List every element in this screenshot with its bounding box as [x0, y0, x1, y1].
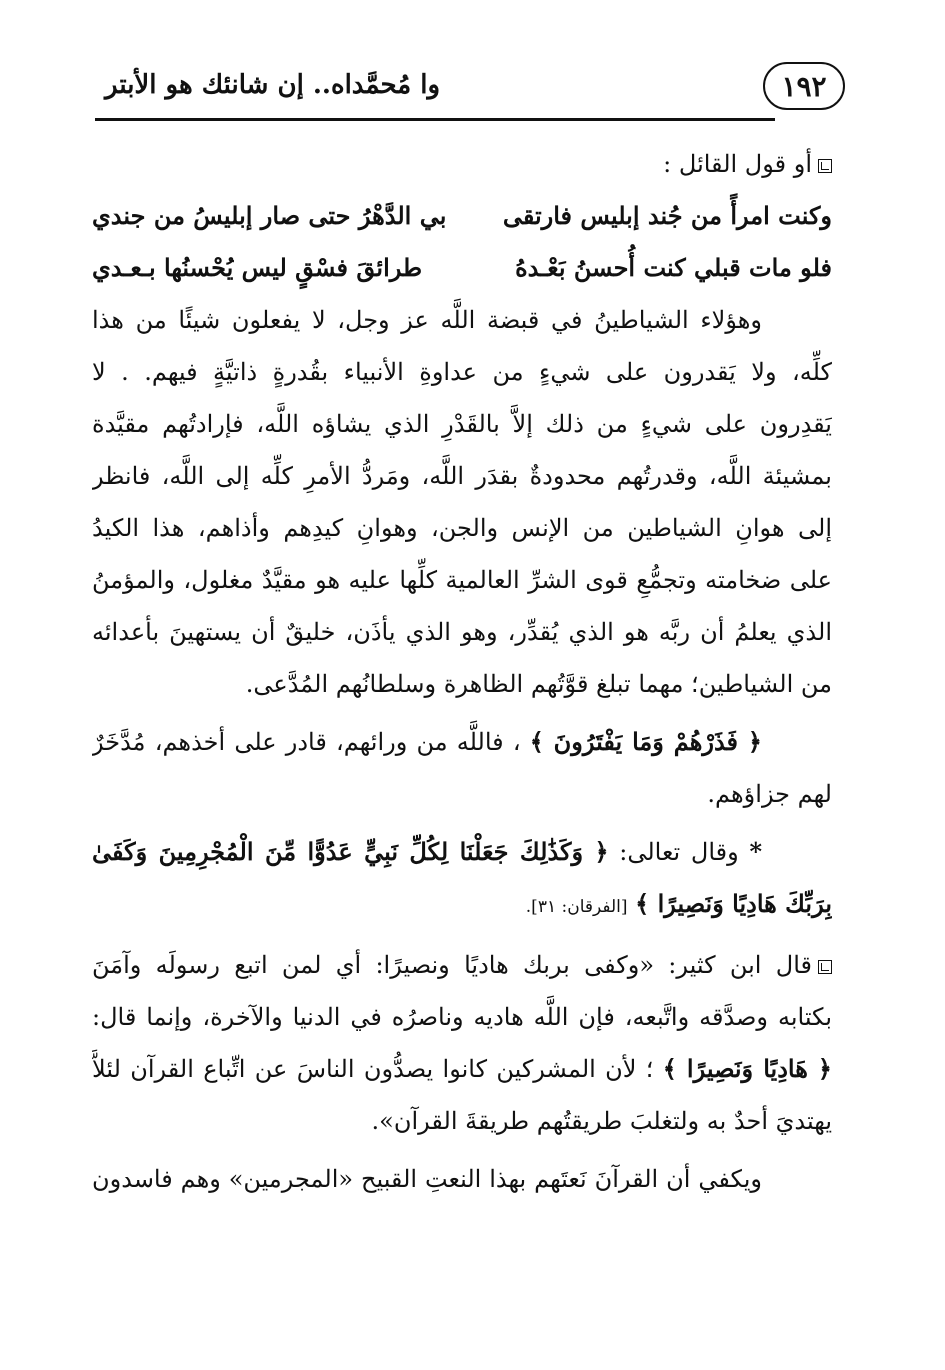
poem-verse-1-first-hemistich: وكنت امرأً من جُند إبليس فارتقى: [502, 201, 832, 230]
page-body: [92, 138, 832, 1205]
running-title: وا مُحمَّداه.. إن شانئك هو الأبتر: [105, 70, 441, 100]
paragraph-5: [92, 1153, 832, 1205]
paragraph-3-lead: وقال تعالى:: [619, 838, 739, 866]
quran-verse: ﴿ هَادِيًا وَنَصِيرًا ﴾: [662, 1054, 832, 1083]
bullet-box-icon: [818, 960, 832, 974]
poem-verse-1: [92, 190, 832, 242]
paragraph-4-line-3: [92, 1043, 832, 1095]
paragraph-5-line-1: ويكفي أن القرآنَ نَعتَهم بهذا النعتِ القبيح «المجرمين» وهم فاسدون: [92, 1165, 762, 1193]
quran-verse: ﴿ وَكَذَٰلِكَ جَعَلْنَا لِكُلِّ نَبِيٍّ عَدُوًّا مِّنَ الْمُجْرِمِينَ وَكَفَىٰ: [92, 837, 609, 866]
paragraph-4-line-1: [92, 939, 832, 991]
paragraph-1-line: بمشيئة اللَّه، وقدرتُهم محدودةٌ بقدَر اللَّه، ومَردُّ الأمرِ كلِّه إلى اللَّه، فانظر: [92, 462, 832, 490]
paragraph-3-line-1: [92, 826, 832, 878]
paragraph-3: [92, 826, 832, 933]
paragraph-4-line-2: بكتابه وصدَّقه واتَّبعه، فإن اللَّه هاديه وناصرُه في الدنيا والآخرة، وإنما قال:: [92, 1003, 832, 1031]
quran-citation: [الفرقان: ٣١].: [525, 897, 628, 917]
page-number-badge: [763, 62, 845, 110]
paragraph-1-line: إلى هوانِ الشياطين من الإنس والجن، وهوانِ كيدِهم وأذاهم، هذا الكيدُ: [92, 514, 832, 542]
paragraph-1-line: الذي يعلمُ أن ربَّه هو الذي يُقدِّر، وهو الذي يأذَن، خليقٌ أن يستهينَ بأعدائه: [92, 618, 832, 646]
paragraph-1-line: وهؤلاء الشياطينُ في قبضة اللَّه عز وجل، لا يفعلون شيئًا من هذا: [92, 306, 762, 334]
poem-verse-2-first-hemistich: فلو مات قبلي كنت أُحسنُ بَعْـدهُ: [515, 253, 832, 282]
star-marker: *: [749, 837, 763, 866]
paragraph-4: [92, 939, 832, 1147]
paragraph-2-line-1-text: ، فاللَّه من ورائهم، قادر على أخذهم، مُدَّخَرٌ: [92, 728, 521, 756]
poem-verse-2-second-hemistich: طرائقَ فسْقٍ ليس يُحْسنُها بـعـدي: [92, 253, 423, 282]
paragraph-4-line-1-text: قال ابن كثير: «وكفى بربك هاديًا ونصيرًا: أي لمن اتبع رسولَه وآمَنَ: [92, 951, 812, 979]
paragraph-2-line-2: لهم جزاؤهم.: [707, 780, 832, 808]
page-number: ١٩٢: [781, 69, 827, 103]
intro-line: [92, 138, 832, 190]
paragraph-1-line: على ضخامته وتجمُّعِ قوى الشرِّ العالمية كلِّها عليه هو مقيَّدٌ مغلول، والمؤمنُ: [92, 566, 832, 594]
paragraph-1-line: من الشياطين؛ مهما تبلغ قوَّتُهم الظاهرة وسلطانُهم المُدَّعى.: [245, 670, 832, 698]
quran-verse: ﴿ فَذَرْهُمْ وَمَا يَفْتَرُونَ ﴾: [529, 727, 762, 756]
poem-verse-2: [92, 242, 832, 294]
paragraph-2: [92, 716, 832, 820]
paragraph-2-line-1: [92, 716, 832, 768]
quran-verse: بِرَبِّكَ هَادِيًا وَنَصِيرًا ﴾: [635, 889, 832, 918]
paragraph-4-line-3-text: ؛ لأن المشركين كانوا يصدُّون الناسَ عن اتِّباع القرآن لئلاَّ: [92, 1055, 654, 1083]
paragraph-1-line: كلِّه، ولا يَقدرون على شيءٍ من عداوةِ الأنبياء بقُدرةٍ ذاتيَّةٍ فيهم. . لا: [92, 358, 832, 386]
paragraph-1-line: يَقدِرون على شيءٍ من ذلك إلاَّ بالقَدْرِ الذي يشاؤه اللَّه، فإرادتُهم مقيَّدة: [92, 410, 832, 438]
paragraph-4-line-4: يهتديَ أحدٌ به ولتغلبَ طريقتُهم طريقةَ القرآن».: [371, 1107, 832, 1135]
page-header: [95, 60, 845, 120]
bullet-box-icon: [818, 159, 832, 173]
paragraph-3-line-2: [92, 878, 832, 933]
intro-text: أو قول القائل :: [663, 150, 812, 178]
poem-verse-1-second-hemistich: بي الدَّهْرُ حتى صار إبليسُ من جندي: [92, 201, 447, 230]
paragraph-1: [92, 294, 832, 710]
header-rule: [95, 118, 775, 121]
